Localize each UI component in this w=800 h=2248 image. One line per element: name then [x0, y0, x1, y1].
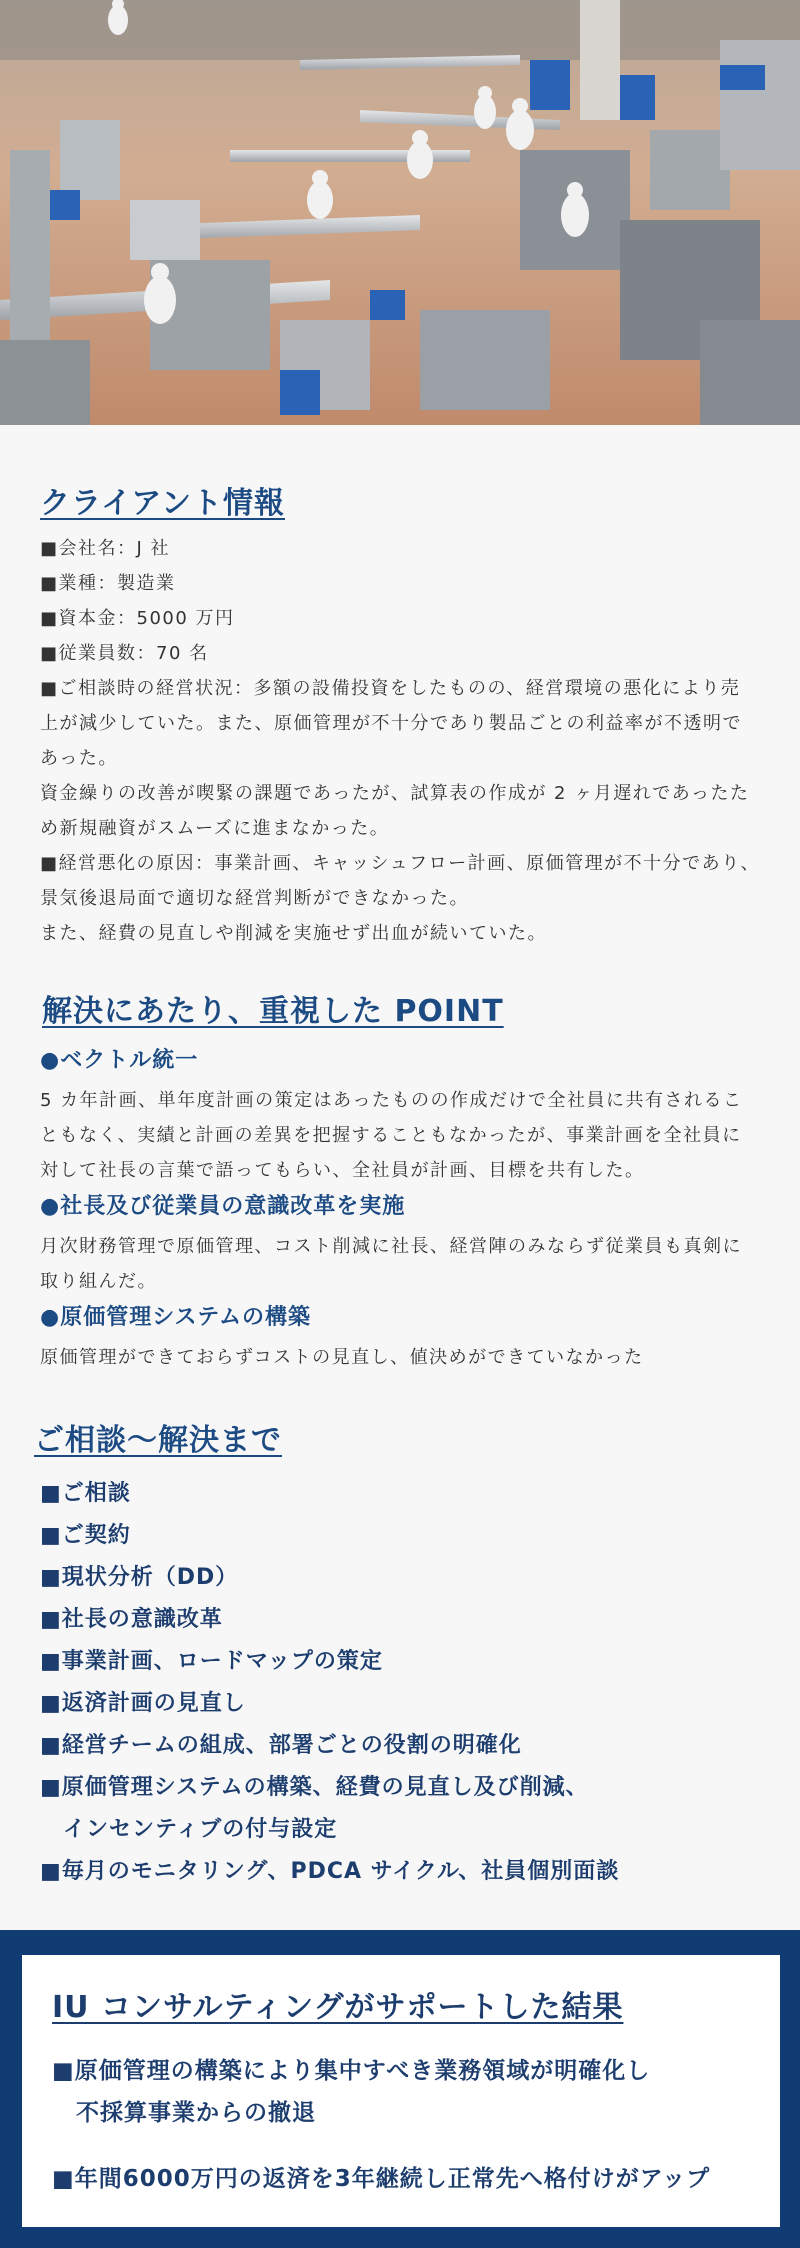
process-step: ■原価管理システムの構築、経費の見直し及び削減、 [40, 1775, 589, 1800]
process-step: ■経営チームの組成、部署ごとの役割の明確化 [40, 1733, 522, 1758]
client-line: ■会社名：J 社 [40, 538, 171, 559]
point-heading: ●ベクトル統一 [40, 1048, 199, 1073]
result-line: ■年間6000万円の返済を3年継続し正常先へ格付けがアップ [52, 2166, 711, 2192]
result-line: 不採算事業からの撤退 [52, 2100, 316, 2126]
results-section-title: IU コンサルティングがサポートした結果 [52, 1990, 624, 2025]
process-section-title: ご相談～解決まで [34, 1423, 282, 1458]
points-section-title: 解決にあたり、重視した POINT [42, 994, 504, 1029]
point-line: 5 カ年計画、単年度計画の策定はあったものの作成だけで全社員に共有されるこ [40, 1090, 743, 1111]
process-step: ■現状分析（DD） [40, 1565, 239, 1590]
point-line: 原価管理ができておらずコストの見直し、値決めができていなかった [40, 1347, 644, 1368]
process-step: ■返済計画の見直し [40, 1691, 246, 1716]
client-line: 上が減少していた。また、原価管理が不十分であり製品ごとの利益率が不透明で [40, 713, 742, 734]
factory-illustration [0, 0, 800, 425]
point-line: 対して社長の言葉で語ってもらい、全社員が計画、目標を共有した。 [40, 1160, 645, 1181]
hero-factory-image [0, 0, 800, 425]
process-step: ■社長の意識改革 [40, 1607, 223, 1632]
process-step: ■事業計画、ロードマップの策定 [40, 1649, 383, 1674]
point-line: ともなく、実績と計画の差異を把握することもなかったが、事業計画を全社員に [40, 1125, 742, 1146]
client-line: ■従業員数：70 名 [40, 643, 209, 664]
point-line: 月次財務管理で原価管理、コスト削減に社長、経営陣のみならず従業員も真剣に [40, 1236, 742, 1257]
client-line: 景気後退局面で適切な経営判断ができなかった。 [40, 888, 469, 909]
process-step: インセンティブの付与設定 [40, 1817, 338, 1842]
client-line: め新規融資がスムーズに進まなかった。 [40, 818, 390, 839]
point-line: 取り組んだ。 [40, 1271, 157, 1292]
client-line: また、経費の見直しや削減を実施せず出血が続いていた。 [40, 923, 547, 944]
client-section-title: クライアント情報 [40, 486, 285, 521]
point-heading: ●社長及び従業員の意識改革を実施 [40, 1194, 406, 1219]
client-line: ■資本金：5000 万円 [40, 608, 235, 629]
process-step: ■ご契約 [40, 1523, 131, 1548]
process-step: ■ご相談 [40, 1481, 131, 1506]
client-line: ■ご相談時の経営状況：多額の設備投資をしたものの、経営環境の悪化により売 [40, 678, 741, 699]
point-heading: ●原価管理システムの構築 [40, 1305, 311, 1330]
client-line: ■経営悪化の原因：事業計画、キャッシュフロー計画、原価管理が不十分であり、 [40, 853, 761, 874]
process-step: ■毎月のモニタリング、PDCA サイクル、社員個別面談 [40, 1859, 620, 1884]
client-line: ■業種：製造業 [40, 573, 176, 594]
client-line: あった。 [40, 748, 118, 769]
client-line: 資金繰りの改善が喫緊の課題であったが、試算表の作成が 2 ヶ月遅れであったた [40, 783, 750, 804]
result-line: ■原価管理の構築により集中すべき業務領域が明確化し [52, 2058, 651, 2084]
